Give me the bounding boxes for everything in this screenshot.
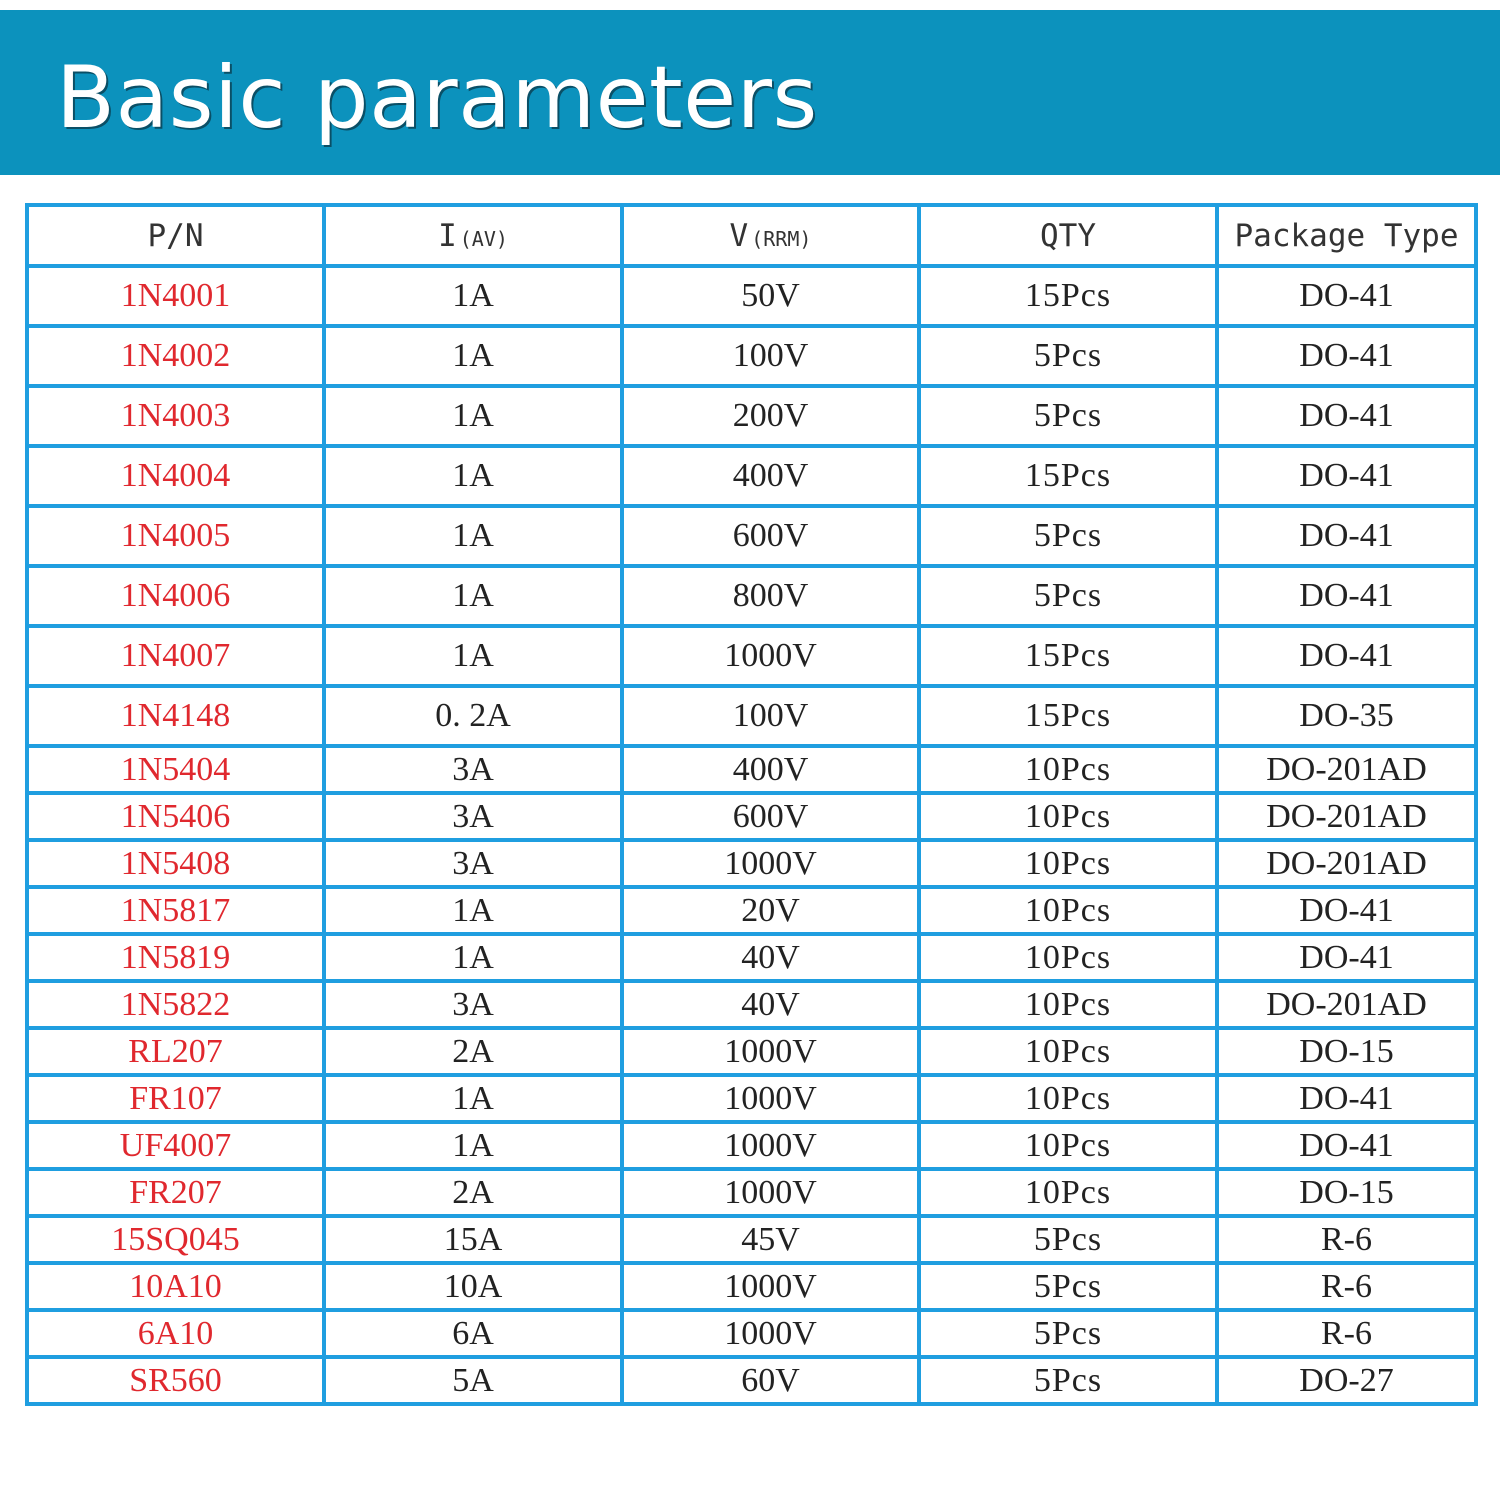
cell-reverse-voltage: 1000V bbox=[622, 1122, 919, 1169]
column-header-label: QTY bbox=[1040, 217, 1096, 254]
cell-package-type: DO-41 bbox=[1217, 887, 1476, 934]
cell-package-type: DO-35 bbox=[1217, 686, 1476, 746]
cell-part-number: 1N4006 bbox=[27, 566, 324, 626]
cell-quantity: 15Pcs bbox=[919, 686, 1217, 746]
header-banner bbox=[0, 10, 1500, 175]
cell-average-current: 1A bbox=[324, 386, 622, 446]
cell-quantity: 10Pcs bbox=[919, 840, 1217, 887]
cell-reverse-voltage: 1000V bbox=[622, 1310, 919, 1357]
cell-package-type: DO-41 bbox=[1217, 626, 1476, 686]
cell-quantity: 10Pcs bbox=[919, 887, 1217, 934]
cell-part-number: 1N5404 bbox=[27, 746, 324, 793]
table-row bbox=[27, 1122, 1476, 1169]
cell-part-number: 1N4001 bbox=[27, 266, 324, 326]
column-header-subscript: (AV) bbox=[459, 226, 508, 251]
column-header-pn bbox=[27, 205, 324, 266]
column-header-package-type bbox=[1217, 205, 1476, 266]
cell-average-current: 1A bbox=[324, 1075, 622, 1122]
cell-part-number: 1N5817 bbox=[27, 887, 324, 934]
cell-reverse-voltage: 1000V bbox=[622, 1028, 919, 1075]
cell-quantity: 5Pcs bbox=[919, 506, 1217, 566]
cell-average-current: 1A bbox=[324, 626, 622, 686]
cell-quantity: 5Pcs bbox=[919, 386, 1217, 446]
cell-quantity: 10Pcs bbox=[919, 1028, 1217, 1075]
cell-quantity: 5Pcs bbox=[919, 1263, 1217, 1310]
cell-average-current: 3A bbox=[324, 840, 622, 887]
cell-part-number: 1N5408 bbox=[27, 840, 324, 887]
cell-part-number: 1N5822 bbox=[27, 981, 324, 1028]
cell-package-type: DO-41 bbox=[1217, 386, 1476, 446]
cell-reverse-voltage: 600V bbox=[622, 506, 919, 566]
cell-average-current: 3A bbox=[324, 981, 622, 1028]
cell-part-number: FR207 bbox=[27, 1169, 324, 1216]
cell-quantity: 10Pcs bbox=[919, 1169, 1217, 1216]
cell-part-number: RL207 bbox=[27, 1028, 324, 1075]
cell-part-number: 6A10 bbox=[27, 1310, 324, 1357]
cell-quantity: 5Pcs bbox=[919, 1216, 1217, 1263]
cell-average-current: 2A bbox=[324, 1169, 622, 1216]
cell-quantity: 10Pcs bbox=[919, 793, 1217, 840]
cell-quantity: 10Pcs bbox=[919, 1122, 1217, 1169]
cell-quantity: 15Pcs bbox=[919, 446, 1217, 506]
cell-reverse-voltage: 100V bbox=[622, 326, 919, 386]
table-row bbox=[27, 793, 1476, 840]
cell-average-current: 3A bbox=[324, 793, 622, 840]
table-row bbox=[27, 1169, 1476, 1216]
cell-package-type: DO-41 bbox=[1217, 934, 1476, 981]
parameters-table bbox=[25, 203, 1478, 1406]
cell-average-current: 1A bbox=[324, 446, 622, 506]
cell-quantity: 5Pcs bbox=[919, 326, 1217, 386]
table-row bbox=[27, 266, 1476, 326]
cell-package-type: DO-27 bbox=[1217, 1357, 1476, 1404]
cell-package-type: R-6 bbox=[1217, 1263, 1476, 1310]
table-row bbox=[27, 1263, 1476, 1310]
cell-part-number: FR107 bbox=[27, 1075, 324, 1122]
column-header-subscript: (RRM) bbox=[751, 226, 812, 251]
cell-part-number: 15SQ045 bbox=[27, 1216, 324, 1263]
cell-package-type: DO-41 bbox=[1217, 266, 1476, 326]
cell-average-current: 0. 2A bbox=[324, 686, 622, 746]
cell-package-type: DO-41 bbox=[1217, 446, 1476, 506]
cell-average-current: 6A bbox=[324, 1310, 622, 1357]
column-header-label: P/N bbox=[147, 217, 204, 254]
cell-part-number: 1N4007 bbox=[27, 626, 324, 686]
table-row bbox=[27, 1028, 1476, 1075]
column-header-qty bbox=[919, 205, 1217, 266]
cell-part-number: UF4007 bbox=[27, 1122, 324, 1169]
cell-reverse-voltage: 1000V bbox=[622, 840, 919, 887]
table-row bbox=[27, 686, 1476, 746]
cell-average-current: 1A bbox=[324, 326, 622, 386]
cell-package-type: R-6 bbox=[1217, 1216, 1476, 1263]
cell-package-type: DO-41 bbox=[1217, 1122, 1476, 1169]
cell-average-current: 15A bbox=[324, 1216, 622, 1263]
cell-average-current: 1A bbox=[324, 506, 622, 566]
cell-package-type: DO-201AD bbox=[1217, 981, 1476, 1028]
cell-average-current: 10A bbox=[324, 1263, 622, 1310]
cell-part-number: 10A10 bbox=[27, 1263, 324, 1310]
cell-average-current: 1A bbox=[324, 266, 622, 326]
table-header-row bbox=[27, 205, 1476, 266]
column-header-label: I bbox=[438, 217, 457, 254]
cell-reverse-voltage: 200V bbox=[622, 386, 919, 446]
cell-average-current: 1A bbox=[324, 1122, 622, 1169]
column-header-iav bbox=[324, 205, 622, 266]
cell-package-type: DO-15 bbox=[1217, 1169, 1476, 1216]
column-header-label: Package Type bbox=[1234, 217, 1459, 254]
cell-average-current: 1A bbox=[324, 566, 622, 626]
cell-quantity: 5Pcs bbox=[919, 566, 1217, 626]
cell-reverse-voltage: 50V bbox=[622, 266, 919, 326]
cell-part-number: 1N5406 bbox=[27, 793, 324, 840]
cell-package-type: DO-201AD bbox=[1217, 840, 1476, 887]
cell-average-current: 3A bbox=[324, 746, 622, 793]
cell-reverse-voltage: 20V bbox=[622, 887, 919, 934]
cell-reverse-voltage: 800V bbox=[622, 566, 919, 626]
cell-part-number: SR560 bbox=[27, 1357, 324, 1404]
cell-quantity: 5Pcs bbox=[919, 1357, 1217, 1404]
table-row bbox=[27, 446, 1476, 506]
cell-average-current: 1A bbox=[324, 887, 622, 934]
cell-part-number: 1N4004 bbox=[27, 446, 324, 506]
cell-package-type: DO-41 bbox=[1217, 566, 1476, 626]
cell-quantity: 5Pcs bbox=[919, 1310, 1217, 1357]
cell-quantity: 10Pcs bbox=[919, 934, 1217, 981]
cell-reverse-voltage: 45V bbox=[622, 1216, 919, 1263]
cell-reverse-voltage: 1000V bbox=[622, 1075, 919, 1122]
table-row bbox=[27, 506, 1476, 566]
table-row bbox=[27, 887, 1476, 934]
cell-package-type: R-6 bbox=[1217, 1310, 1476, 1357]
cell-reverse-voltage: 600V bbox=[622, 793, 919, 840]
table-row bbox=[27, 326, 1476, 386]
cell-average-current: 2A bbox=[324, 1028, 622, 1075]
table-row bbox=[27, 1216, 1476, 1263]
cell-reverse-voltage: 60V bbox=[622, 1357, 919, 1404]
cell-reverse-voltage: 40V bbox=[622, 981, 919, 1028]
cell-reverse-voltage: 100V bbox=[622, 686, 919, 746]
cell-part-number: 1N4005 bbox=[27, 506, 324, 566]
cell-reverse-voltage: 400V bbox=[622, 446, 919, 506]
table-body bbox=[27, 266, 1476, 1404]
table-row bbox=[27, 746, 1476, 793]
table-row bbox=[27, 934, 1476, 981]
table-row bbox=[27, 981, 1476, 1028]
cell-package-type: DO-201AD bbox=[1217, 793, 1476, 840]
cell-quantity: 10Pcs bbox=[919, 746, 1217, 793]
cell-package-type: DO-201AD bbox=[1217, 746, 1476, 793]
cell-package-type: DO-41 bbox=[1217, 326, 1476, 386]
cell-reverse-voltage: 400V bbox=[622, 746, 919, 793]
table-row bbox=[27, 840, 1476, 887]
cell-part-number: 1N4148 bbox=[27, 686, 324, 746]
table-row bbox=[27, 626, 1476, 686]
cell-quantity: 15Pcs bbox=[919, 626, 1217, 686]
cell-average-current: 5A bbox=[324, 1357, 622, 1404]
cell-part-number: 1N4003 bbox=[27, 386, 324, 446]
cell-quantity: 10Pcs bbox=[919, 1075, 1217, 1122]
column-header-vrrm bbox=[622, 205, 919, 266]
table-row bbox=[27, 1075, 1476, 1122]
cell-average-current: 1A bbox=[324, 934, 622, 981]
table-row bbox=[27, 1357, 1476, 1404]
table-row bbox=[27, 566, 1476, 626]
cell-package-type: DO-15 bbox=[1217, 1028, 1476, 1075]
cell-reverse-voltage: 1000V bbox=[622, 626, 919, 686]
cell-quantity: 10Pcs bbox=[919, 981, 1217, 1028]
cell-reverse-voltage: 1000V bbox=[622, 1169, 919, 1216]
cell-reverse-voltage: 1000V bbox=[622, 1263, 919, 1310]
table-row bbox=[27, 1310, 1476, 1357]
cell-quantity: 15Pcs bbox=[919, 266, 1217, 326]
cell-reverse-voltage: 40V bbox=[622, 934, 919, 981]
cell-part-number: 1N4002 bbox=[27, 326, 324, 386]
cell-package-type: DO-41 bbox=[1217, 1075, 1476, 1122]
page-title: Basic parameters bbox=[56, 48, 818, 148]
cell-package-type: DO-41 bbox=[1217, 506, 1476, 566]
cell-part-number: 1N5819 bbox=[27, 934, 324, 981]
table-row bbox=[27, 386, 1476, 446]
column-header-label: V bbox=[729, 217, 749, 254]
